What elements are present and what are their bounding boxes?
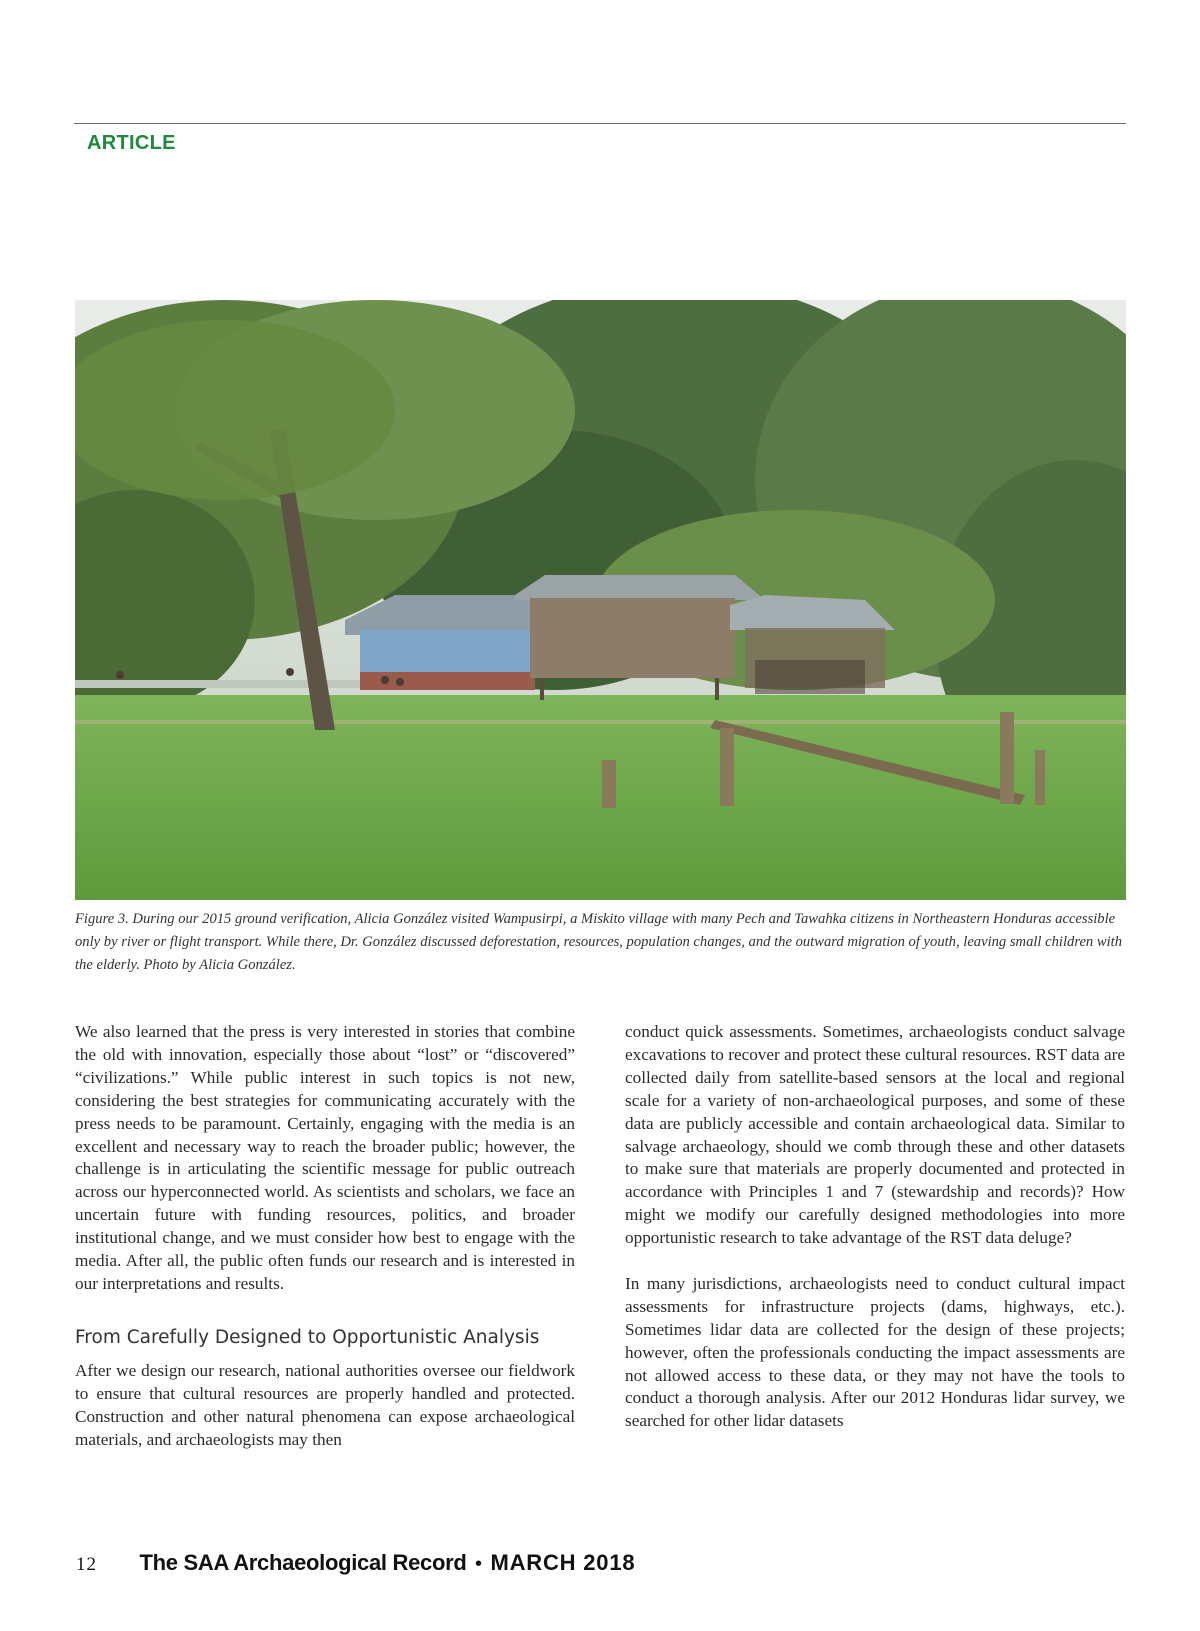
page-number: 12	[76, 1554, 97, 1575]
figure-caption: Figure 3. During our 2015 ground verification, Alicia González visited Wampusirpi, a Miskito village with many Pech and Tawahka citizens in Northeastern Honduras accessible only by river or flight transport. While there, Dr. González discussed deforestation, resources, population changes, and the outward migration of youth, leaving small children with the elderly. Photo by Alicia González.	[75, 911, 1123, 973]
paragraph: In many jurisdictions, archaeologists need to conduct cultural impact assessments for infrastructure projects (dams, highways, etc.). Sometimes lidar data are collected for the design of these projects; however, often the professionals conducting the impact assessments are not allowed access to these data, or they may not have the tools to conduct a thorough analysis. After our 2012 Honduras lidar survey, we searched for other lidar datasets	[625, 1273, 1125, 1431]
header-rule	[74, 123, 1126, 124]
body-column-right	[625, 1021, 1125, 1433]
section-label: ARTICLE	[87, 132, 176, 154]
section-subheading: From Carefully Designed to Opportunistic Analysis	[75, 1326, 540, 1348]
page-footer	[76, 1550, 635, 1576]
paragraph: We also learned that the press is very interested in stories that combine the old with innovation, especially those about “lost” or “discovered” “civilizations.” While public interest in such topics is not new, considering the best strategies for communicating accurately with the press needs to be paramount. Certainly, engaging with the media is an excellent and necessary way to reach the broader public; however, the challenge is in articulating the scientific message for public outreach across our hyperconnected world. As scientists and scholars, we face an uncertain future with funding resources, politics, and broader institutional change, and we must consider how best to engage with the media. After all, the public often funds our research and is interested in our interpretations and results.	[75, 1022, 575, 1293]
body-column-left	[75, 1021, 575, 1452]
issue-date: MARCH 2018	[490, 1550, 636, 1575]
figure-photo	[75, 300, 1126, 900]
paragraph: After we design our research, national authorities oversee our fieldwork to ensure that cultural resources are properly handled and protected. Construction and other natural phenomena can expose archaeological materials, and archaeologists may then	[75, 1360, 575, 1449]
footer-bullet: •	[475, 1553, 483, 1575]
village-photo-illustration	[75, 300, 1126, 900]
journal-title: The SAA Archaeological Record	[139, 1550, 467, 1575]
paragraph: conduct quick assessments. Sometimes, archaeologists conduct salvage excavations to recover and protect these cultural resources. RST data are collected daily from satellite-based sensors at the local and regional scale for a variety of non-archaeological purposes, and some of these data are publicly accessible and contain archaeological data. Similar to salvage archaeology, should we comb through these and other datasets to make sure that materials are properly documented and protected in accordance with Principles 1 and 7 (stewardship and records)? How might we modify our carefully designed methodologies into more opportunistic research to take advantage of the RST data deluge?	[625, 1022, 1125, 1248]
